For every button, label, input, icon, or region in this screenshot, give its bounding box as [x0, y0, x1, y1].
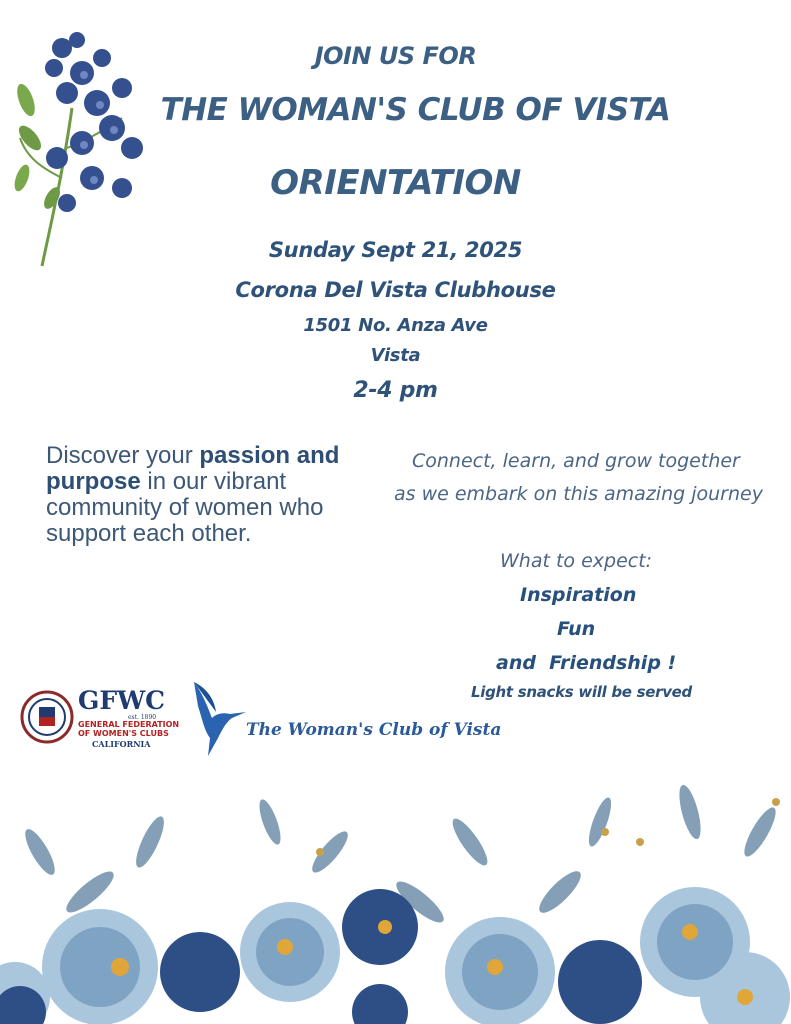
connect-line-1: Connect, learn, and grow together — [412, 450, 740, 472]
gfwc-federation-line2: OF WOMEN'S CLUBS — [78, 729, 169, 738]
gfwc-wordmark: GFWC — [78, 686, 166, 715]
orientation-heading: ORIENTATION — [270, 163, 521, 203]
snacks-note: Light snacks will be served — [471, 683, 692, 701]
club-name-heading: THE WOMAN'S CLUB OF VISTA — [160, 92, 671, 128]
discover-blurb — [46, 443, 356, 547]
gfwc-state: CALIFORNIA — [92, 739, 151, 749]
club-script-logo: The Woman's Club of Vista — [246, 720, 502, 740]
expect-item-friendship: and Friendship ! — [496, 652, 677, 674]
blurb-bold: passion and purpose — [46, 442, 340, 495]
event-time: 2-4 pm — [353, 378, 438, 403]
event-address: 1501 No. Anza Ave — [303, 315, 488, 336]
gfwc-logo — [20, 686, 180, 748]
blurb-suffix: in our vibrant community of women who support each other. — [46, 468, 324, 547]
expect-item-fun: Fun — [557, 618, 596, 640]
event-date: Sunday Sept 21, 2025 — [268, 238, 523, 262]
expect-item-inspiration: Inspiration — [520, 584, 637, 606]
floral-border-illustration — [0, 782, 791, 1024]
expect-heading: What to expect: — [500, 550, 653, 572]
join-us-heading: JOIN US FOR — [314, 42, 477, 70]
event-venue: Corona Del Vista Clubhouse — [235, 278, 556, 302]
blurb-prefix: Discover your — [46, 442, 200, 469]
hummingbird-icon — [186, 678, 248, 760]
gfwc-federation-line1: GENERAL FEDERATION — [78, 720, 180, 729]
gfwc-seal-icon — [20, 690, 74, 744]
connect-line-2: as we embark on this amazing journey — [394, 483, 763, 505]
gfwc-est: est. 1890 — [128, 714, 157, 721]
event-city: Vista — [370, 345, 421, 366]
